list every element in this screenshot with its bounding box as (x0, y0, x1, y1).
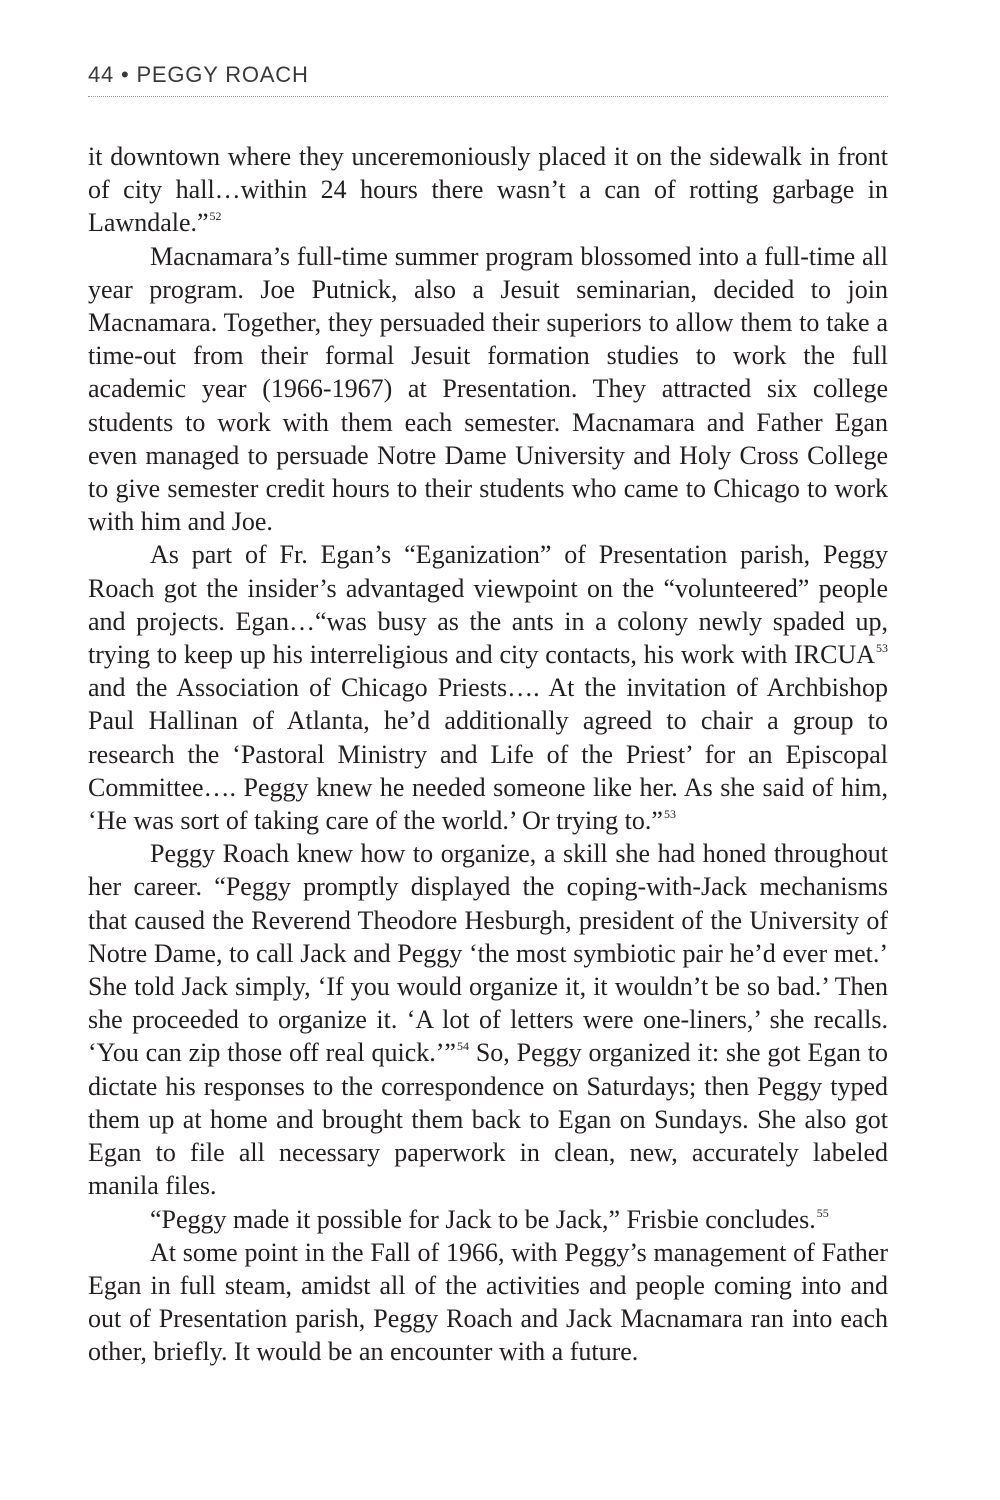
footnote-ref-55: 55 (816, 1205, 829, 1220)
page-number: 44 (88, 62, 115, 87)
paragraph-text: At some point in the Fall of 1966, with Peggy’s management of Father Egan in full steam, amidst all of the activities and people coming into and out of Presentation parish, Peggy Roach and Jack Macnamara ran into each other, briefly. It would be an encounter with a future. (88, 1237, 888, 1367)
paragraph-5 (88, 1203, 888, 1236)
paragraph-text: Macnamara’s full-time summer program blossomed into a full-time all year program. Joe Putnick, also a Jesuit seminarian, decided to join Macnamara. Together, they persuaded their superiors to allow them to take a time-out from their formal Jesuit formation studies to work the full academic year (1966-1967) at Presentation. They attracted six college students to work with them each semester. Macnamara and Father Egan even managed to persuade Notre Dame University and Holy Cross College to give semester credit hours to their students who came to Chicago to work with him and Joe. (88, 241, 888, 537)
paragraph-3 (88, 538, 888, 837)
footnote-ref-53b: 53 (663, 807, 676, 822)
body-text (88, 140, 888, 1369)
paragraph-text: “Peggy made it possible for Jack to be Jack,” Frisbie concludes. (150, 1204, 816, 1234)
paragraph-text: As part of Fr. Egan’s “Eganization” of Presentation parish, Peggy Roach got the insider’s advantaged viewpoint on the “volunteered” people and projects. Egan…“was busy as the ants in a colony newly spaded up, trying to keep up his interreligious and city contacts, his work with IRCUA (88, 540, 888, 670)
header-separator: • (121, 62, 130, 87)
paragraph-6 (88, 1236, 888, 1369)
running-header (88, 62, 888, 97)
footnote-ref-53: 53 (876, 641, 888, 656)
paragraph-text-cont: So, Peggy organized it: she got Egan to dictate his responses to the correspondence on Saturdays; then Peggy typed them up at home and brought them back to Egan on Sundays. She also got Egan to file all necessary paperwork in clean, new, accurately labeled manila files. (88, 1038, 888, 1201)
running-title: PEGGY ROACH (136, 62, 309, 87)
paragraph-1 (88, 140, 888, 240)
paragraph-2 (88, 240, 888, 539)
footnote-ref-54: 54 (456, 1039, 469, 1054)
paragraph-text: it downtown where they unceremoniously placed it on the sidewalk in front of city hall…within 24 hours there wasn’t a can of rotting garbage in Lawndale.” (88, 142, 888, 238)
footnote-ref-52: 52 (209, 209, 222, 224)
paragraph-text: Peggy Roach knew how to organize, a skill she had honed throughout her career. “Peggy promptly displayed the coping-with-Jack mechanisms that caused the Reverend Theodore Hesburgh, president of the University of Notre Dame, to call Jack and Peggy ‘the most symbiotic pair he’d ever met.’ She told Jack simply, ‘If you would organize it, it wouldn’t be so bad.’ Then she proceeded to organize it. ‘A lot of letters were one-liners,’ she recalls. ‘You can zip those off real quick.’” (88, 839, 888, 1068)
paragraph-4 (88, 837, 888, 1202)
paragraph-text-cont: and the Association of Chicago Priests…. At the invitation of Archbishop Paul Hallinan of Atlanta, he’d additionally agreed to chair a group to research the ‘Pastoral Ministry and Life of the Priest’ for an Episcopal Committee…. Peggy knew he needed someone like her. As she said of him, ‘He was sort of taking care of the world.’ Or trying to.” (88, 673, 888, 836)
